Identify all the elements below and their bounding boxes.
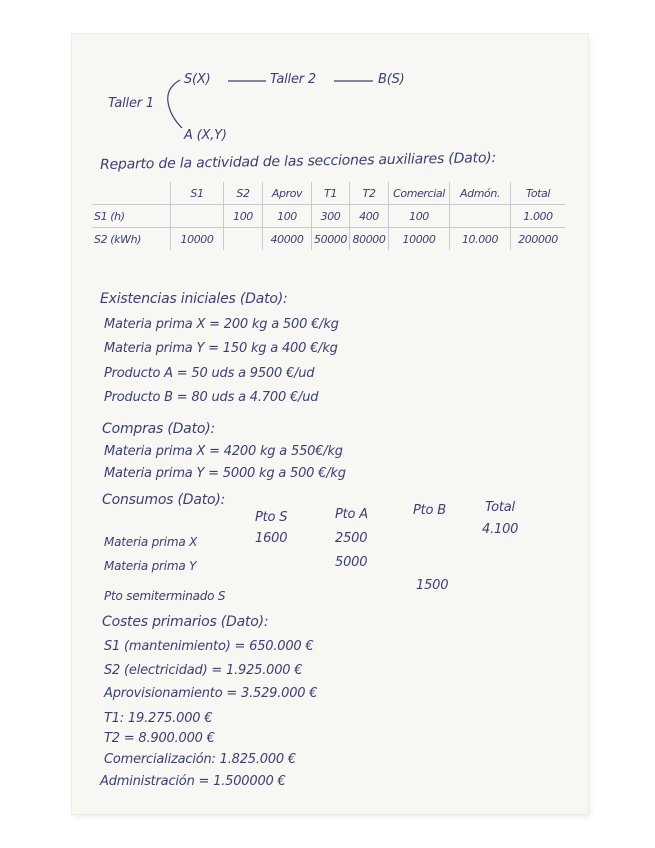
table-cell — [450, 205, 511, 228]
table-cell: Comercial — [389, 182, 450, 205]
consumos-cell: 5000 — [335, 555, 368, 570]
consumos-header: Pto A — [335, 507, 368, 522]
table-row — [92, 228, 565, 251]
consumos-title: Consumos (Dato): — [102, 492, 226, 508]
table-cell: 40000 — [263, 228, 312, 251]
consumos-cell: 1600 — [255, 531, 288, 546]
consumos-header: Pto S — [255, 510, 288, 525]
costes-line: S2 (electricidad) = 1.925.000 € — [104, 663, 303, 678]
existencias-line: Producto A = 50 uds a 9500 €/ud — [104, 366, 315, 381]
diagram-bottom-node: A (X,Y) — [184, 128, 227, 143]
compras-line: Materia prima Y = 5000 kg a 500 €/kg — [104, 466, 346, 481]
costes-line: Comercialización: 1.825.000 € — [104, 752, 297, 767]
table-row — [92, 205, 565, 228]
costes-title: Costes primarios (Dato): — [102, 614, 269, 630]
consumos-cell: 2500 — [335, 531, 368, 546]
costes-line: S1 (mantenimiento) = 650.000 € — [104, 639, 314, 654]
existencias-line: Materia prima Y = 150 kg a 400 €/kg — [104, 341, 338, 356]
diagram-top-node: S(X) — [184, 72, 211, 87]
consumos-cell: 1500 — [416, 578, 449, 593]
consumos-header: Pto B — [413, 503, 446, 518]
consumos-cell: 4.100 — [482, 522, 519, 537]
consumos-row-label: Materia prima Y — [104, 559, 197, 573]
table-cell: Total — [511, 182, 566, 205]
table-cell: Aprov — [263, 182, 312, 205]
costes-line: Aprovisionamiento = 3.529.000 € — [104, 686, 318, 701]
table-cell: 400 — [350, 205, 389, 228]
table-cell: 10000 — [389, 228, 450, 251]
reparto-table — [92, 182, 565, 250]
diagram-right-node: B(S) — [378, 72, 405, 87]
table-cell: 80000 — [350, 228, 389, 251]
table-cell: 300 — [312, 205, 350, 228]
existencias-title: Existencias iniciales (Dato): — [100, 291, 288, 307]
existencias-line: Materia prima X = 200 kg a 500 €/kg — [104, 317, 339, 332]
table-cell: 100 — [224, 205, 263, 228]
table-cell: S2 — [224, 182, 263, 205]
table-cell: 100 — [263, 205, 312, 228]
table-cell: 200000 — [511, 228, 566, 251]
table-cell: S1 (h) — [92, 205, 171, 228]
table-cell: 10.000 — [450, 228, 511, 251]
costes-line: Administración = 1.500000 € — [100, 774, 286, 789]
existencias-line: Producto B = 80 uds a 4.700 €/ud — [104, 390, 319, 405]
table-cell: S2 (kWh) — [92, 228, 171, 251]
table-cell — [171, 205, 224, 228]
diagram-middle-node: Taller 2 — [270, 72, 316, 87]
table-cell: 100 — [389, 205, 450, 228]
table-cell: 10000 — [171, 228, 224, 251]
reparto-title: Reparto de la actividad de las secciones auxiliares (Dato): — [99, 150, 497, 173]
table-cell: Admón. — [450, 182, 511, 205]
table-cell: 1.000 — [511, 205, 566, 228]
costes-line: T1: 19.275.000 € — [104, 711, 213, 726]
table-cell: 50000 — [312, 228, 350, 251]
costes-line: T2 = 8.900.000 € — [104, 731, 215, 746]
table-row — [92, 182, 565, 205]
table-cell — [224, 228, 263, 251]
consumos-row-label: Materia prima X — [104, 535, 198, 549]
consumos-header: Total — [485, 500, 515, 515]
consumos-row-label: Pto semiterminado S — [104, 589, 226, 603]
table-cell: S1 — [171, 182, 224, 205]
compras-title: Compras (Dato): — [102, 421, 215, 437]
compras-line: Materia prima X = 4200 kg a 550€/kg — [104, 444, 343, 459]
table-cell: T2 — [350, 182, 389, 205]
table-cell — [92, 182, 171, 205]
diagram-root: Taller 1 — [108, 96, 154, 111]
table-cell: T1 — [312, 182, 350, 205]
